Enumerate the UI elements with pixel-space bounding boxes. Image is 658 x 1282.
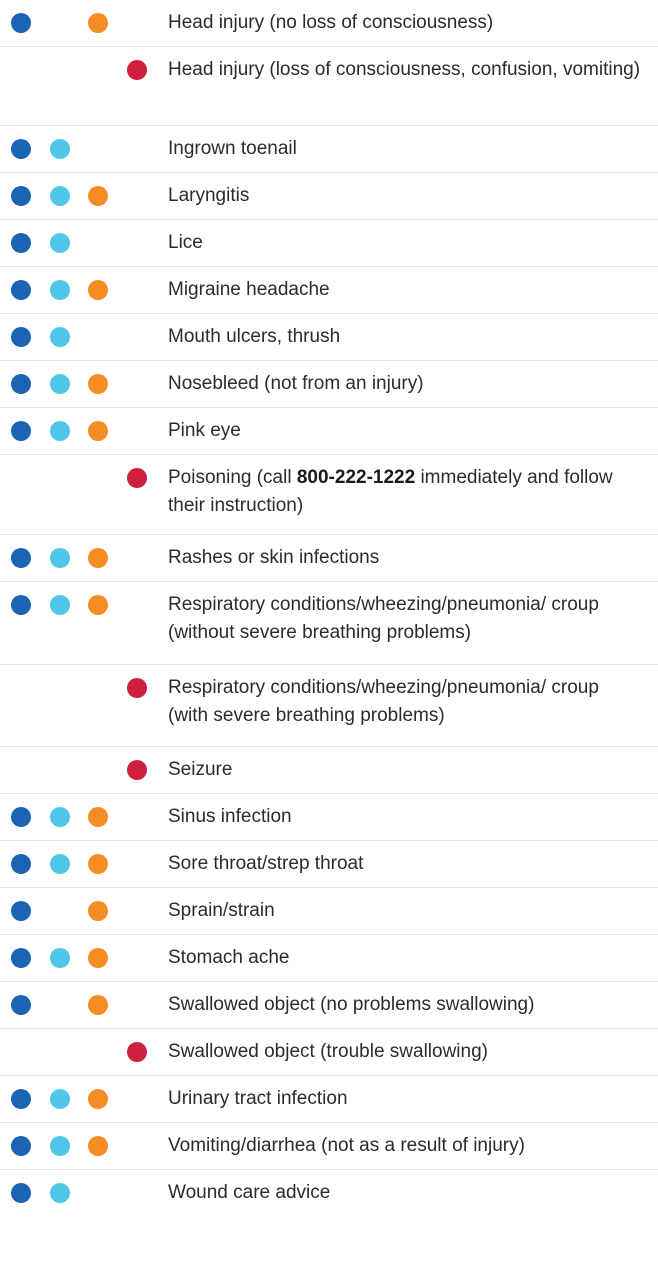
table-row <box>0 747 658 794</box>
urgent-care-dot <box>88 1136 108 1156</box>
condition-label: Head injury (loss of consciousness, confusion, vomiting) <box>168 59 641 80</box>
primary-care-dot <box>11 948 31 968</box>
condition-label: Sore throat/strep throat <box>168 853 364 874</box>
emergency-dot <box>127 760 147 780</box>
telehealth-dot <box>50 948 70 968</box>
table-row <box>0 794 658 841</box>
condition-label: Swallowed object (no problems swallowing) <box>168 994 535 1015</box>
primary-care-dot <box>11 548 31 568</box>
table-row <box>0 582 658 665</box>
primary-care-dot <box>11 595 31 615</box>
telehealth-dot <box>50 327 70 347</box>
telehealth-dot <box>50 807 70 827</box>
urgent-care-dot <box>88 1089 108 1109</box>
primary-care-dot <box>11 327 31 347</box>
table-row <box>0 173 658 220</box>
care-indicator-group <box>0 11 168 35</box>
care-indicator-group <box>0 419 168 443</box>
table-row <box>0 361 658 408</box>
care-indicator-group <box>0 231 168 255</box>
care-indicator-group <box>0 758 168 782</box>
table-row <box>0 267 658 314</box>
condition-label: Migraine headache <box>168 279 330 300</box>
table-row <box>0 455 658 535</box>
table-row <box>0 1076 658 1123</box>
primary-care-dot <box>11 233 31 253</box>
table-row <box>0 0 658 47</box>
condition-label: Nosebleed (not from an injury) <box>168 373 424 394</box>
urgent-care-dot <box>88 854 108 874</box>
table-row <box>0 1029 658 1076</box>
condition-label: Seizure <box>168 759 233 780</box>
primary-care-dot <box>11 807 31 827</box>
care-indicator-group <box>0 372 168 396</box>
care-indicator-group <box>0 852 168 876</box>
care-indicator-group <box>0 546 168 570</box>
urgent-care-dot <box>88 595 108 615</box>
urgent-care-dot <box>88 421 108 441</box>
table-row <box>0 841 658 888</box>
primary-care-dot <box>11 139 31 159</box>
care-indicator-group <box>0 184 168 208</box>
telehealth-dot <box>50 1089 70 1109</box>
table-row <box>0 126 658 173</box>
condition-label: Urinary tract infection <box>168 1088 348 1109</box>
condition-label-text: Poisoning (call <box>168 467 297 488</box>
primary-care-dot <box>11 901 31 921</box>
table-row <box>0 535 658 582</box>
primary-care-dot <box>11 995 31 1015</box>
care-indicator-group <box>0 899 168 923</box>
care-indicator-group <box>0 1134 168 1158</box>
telehealth-dot <box>50 280 70 300</box>
care-indicator-group <box>0 278 168 302</box>
primary-care-dot <box>11 1183 31 1203</box>
primary-care-dot <box>11 374 31 394</box>
emergency-dot <box>127 678 147 698</box>
condition-label: Lice <box>168 232 203 253</box>
telehealth-dot <box>50 595 70 615</box>
care-indicator-group <box>0 946 168 970</box>
care-indicator-group <box>0 993 168 1017</box>
condition-label: Laryngitis <box>168 185 250 206</box>
urgent-care-dot <box>88 13 108 33</box>
table-row <box>0 47 658 126</box>
primary-care-dot <box>11 1136 31 1156</box>
emergency-dot <box>127 60 147 80</box>
care-indicator-group <box>0 676 168 700</box>
primary-care-dot <box>11 280 31 300</box>
urgent-care-dot <box>88 948 108 968</box>
condition-label: Ingrown toenail <box>168 138 297 159</box>
care-indicator-group <box>0 1040 168 1064</box>
emergency-dot <box>127 468 147 488</box>
condition-label: Rashes or skin infections <box>168 547 380 568</box>
urgent-care-dot <box>88 548 108 568</box>
primary-care-dot <box>11 186 31 206</box>
condition-label: Mouth ulcers, thrush <box>168 326 341 347</box>
urgent-care-dot <box>88 901 108 921</box>
care-indicator-group <box>0 137 168 161</box>
urgent-care-dot <box>88 995 108 1015</box>
primary-care-dot <box>11 421 31 441</box>
urgent-care-dot <box>88 186 108 206</box>
urgent-care-dot <box>88 807 108 827</box>
table-row <box>0 314 658 361</box>
table-row <box>0 665 658 747</box>
emergency-dot <box>127 1042 147 1062</box>
care-indicator-group <box>0 593 168 617</box>
telehealth-dot <box>50 139 70 159</box>
table-row <box>0 888 658 935</box>
telehealth-dot <box>50 1183 70 1203</box>
table-row <box>0 982 658 1029</box>
telehealth-dot <box>50 1136 70 1156</box>
care-indicator-group <box>0 466 168 490</box>
primary-care-dot <box>11 1089 31 1109</box>
telehealth-dot <box>50 186 70 206</box>
primary-care-dot <box>11 854 31 874</box>
care-indicator-group <box>0 58 168 82</box>
condition-label-text: immediately and follow their instruction) <box>168 467 613 516</box>
condition-label: Wound care advice <box>168 1182 331 1203</box>
primary-care-dot <box>11 13 31 33</box>
telehealth-dot <box>50 374 70 394</box>
care-indicator-group <box>0 1181 168 1205</box>
condition-label <box>168 455 658 530</box>
condition-label: Stomach ache <box>168 947 290 968</box>
table-row <box>0 220 658 267</box>
poison-control-phone: 800-222-1222 <box>296 467 416 488</box>
condition-label: Respiratory conditions/wheezing/pneumonia/ croup (with severe breathing problems) <box>168 677 599 726</box>
table-row <box>0 1170 658 1217</box>
telehealth-dot <box>50 233 70 253</box>
condition-label: Respiratory conditions/wheezing/pneumonia/ croup (without severe breathing problems) <box>168 594 599 643</box>
condition-label: Swallowed object (trouble swallowing) <box>168 1041 488 1062</box>
table-row <box>0 408 658 455</box>
telehealth-dot <box>50 421 70 441</box>
care-indicator-group <box>0 1087 168 1111</box>
urgent-care-dot <box>88 374 108 394</box>
condition-label: Vomiting/diarrhea (not as a result of injury) <box>168 1135 525 1156</box>
condition-label: Head injury (no loss of consciousness) <box>168 12 494 33</box>
telehealth-dot <box>50 854 70 874</box>
care-indicator-group <box>0 325 168 349</box>
condition-label: Pink eye <box>168 420 241 441</box>
table-row <box>0 1123 658 1170</box>
table-row <box>0 935 658 982</box>
urgent-care-dot <box>88 280 108 300</box>
condition-label: Sprain/strain <box>168 900 275 921</box>
telehealth-dot <box>50 548 70 568</box>
care-indicator-group <box>0 805 168 829</box>
condition-label: Sinus infection <box>168 806 292 827</box>
